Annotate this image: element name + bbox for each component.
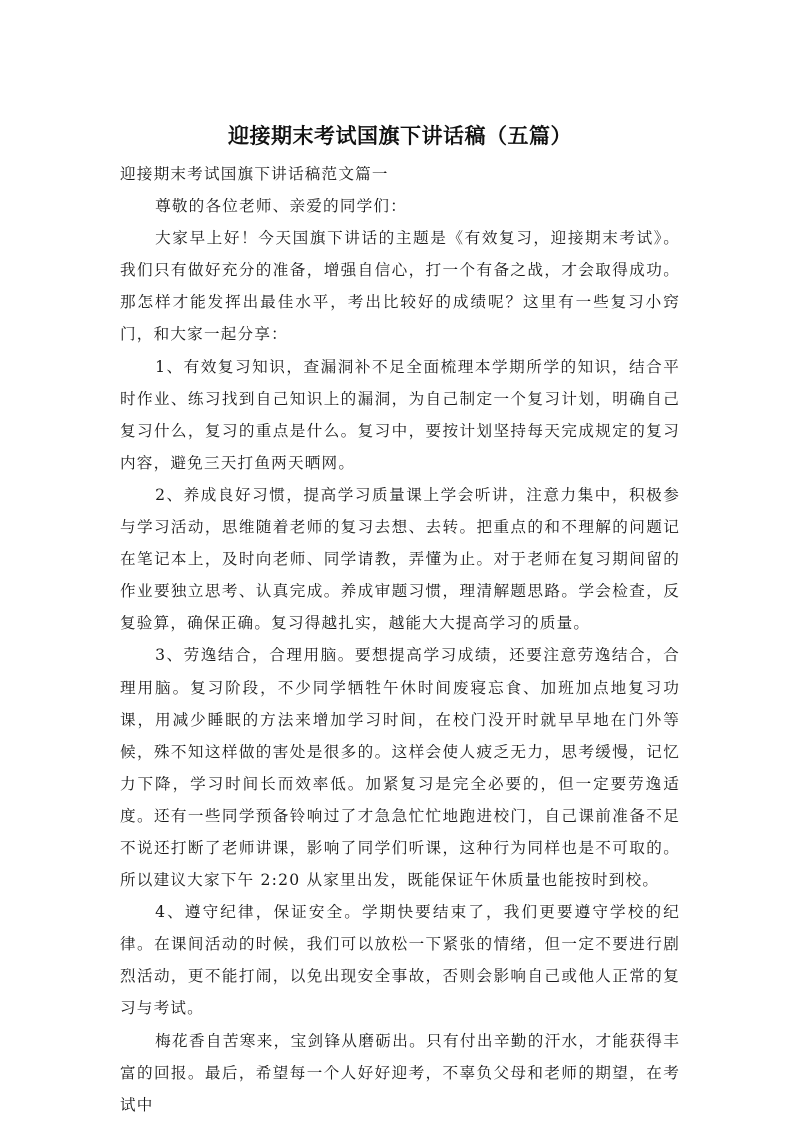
point-2-paragraph: 2、养成良好习惯，提高学习质量课上学会听讲，注意力集中，积极参与学习活动，思维随着老师的复习去想、去转。把重点的和不理解的问题记在笔记本上，及时向老师、同学请教，弄懂为止。对于老师在复习期间留的作业要独立思考、认真完成。养成审题习惯，理清解题思路。学会检查，反复验算，确保正确。复习得越扎实，越能大大提高学习的质量。 [120, 485, 680, 633]
intro-paragraph: 大家早上好！今天国旗下讲话的主题是《有效复习，迎接期末考试》。我们只有做好充分的准备，增强自信心，打一个有备之战，才会取得成功。那怎样才能发挥出最佳水平，考出比较好的成绩呢？这里有一些复习小窍门，和大家一起分享： [120, 229, 680, 344]
point-3-paragraph: 3、劳逸结合，合理用脑。要想提高学习成绩，还要注意劳逸结合，合理用脑。复习阶段，不少同学牺牲午休时间废寝忘食、加班加点地复习功课，用减少睡眠的方法来增加学习时间，在校门没开时就早早地在门外等候，殊不知这样做的害处是很多的。这样会使人疲乏无力，思考缓慢，记忆力下降，学习时间长而效率低。加紧复习是完全必要的，但一定要劳逸适度。还有一些同学预备铃响过了才急急忙忙地跑进校门，自己课前准备不足不说还打断了老师讲课，影响了同学们听课，这种行为同样也是不可取的。所以建议大家下午 2:20 从家里出发，既能保证午休质量也能按时到校。 [120, 646, 680, 890]
point-1-paragraph: 1、有效复习知识，查漏洞补不足全面梳理本学期所学的知识，结合平时作业、练习找到自己知识上的漏洞，为自己制定一个复习计划，明确自己复习什么，复习的重点是什么。复习中，要按计划坚持每天完成规定的复习内容，避免三天打鱼两天晒网。 [120, 357, 680, 472]
point-4-paragraph: 4、遵守纪律，保证安全。学期快要结束了，我们更要遵守学校的纪律。在课间活动的时候，我们可以放松一下紧张的情绪，但一定不要进行剧烈活动，更不能打闹，以免出现安全事故，否则会影响自己或他人正常的复习与考试。 [120, 903, 680, 1018]
document-body [120, 158, 680, 1121]
closing-paragraph: 梅花香自苦寒来，宝剑锋从磨砺出。只有付出辛勤的汗水，才能获得丰富的回报。最后，希望每一个人好好迎考，不辜负父母和老师的期望，在考试中 [120, 1031, 680, 1114]
document-title: 迎接期末考试国旗下讲话稿（五篇） [228, 124, 572, 148]
salutation-paragraph: 尊敬的各位老师、亲爱的同学们： [155, 197, 408, 216]
section-subtitle: 迎接期末考试国旗下讲话稿范文篇一 [120, 165, 389, 183]
